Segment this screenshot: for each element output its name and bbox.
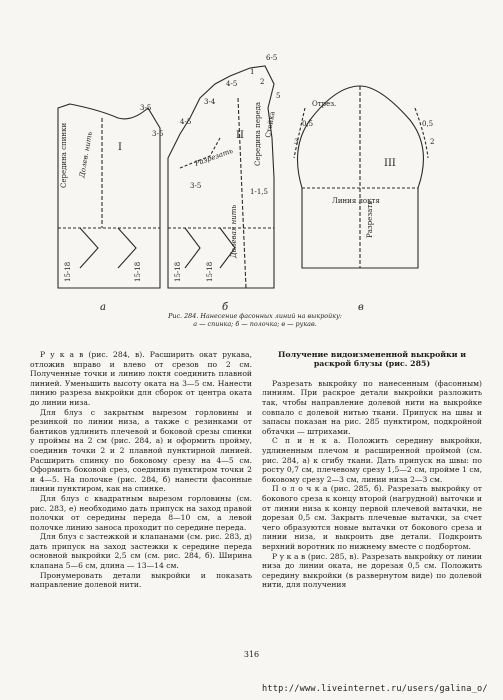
m8: 6-5	[266, 54, 278, 62]
pattern-figure	[40, 38, 480, 320]
section-heading: Получение видоизмененной выкройки и раскрой блузы (рис. 285)	[278, 350, 466, 369]
left-column	[30, 350, 252, 590]
m15: 0,5	[422, 120, 434, 128]
roman-three: III	[384, 158, 396, 169]
label-notch: Отрез.	[312, 100, 337, 108]
label-front-center: Середина переда	[254, 101, 262, 166]
paragraph-numbering: Пронумеровать детали выкройки и показать направление долевой нити.	[30, 570, 252, 590]
page-number: 316	[243, 650, 260, 659]
m6: 1	[250, 68, 255, 76]
paragraph-front: П о л о ч к а (рис. 285, б). Разрезать выкройку от бокового среза к концу второй (нагрудной) выточки и от линии низа к концу первой плечевой вытачки, не дорезая 0,5 см. Закрыть плечевые вытачки, за счет чего образуются новые вытачки от бокового среза и линии низа, и выкроить две детали. Подкроить верхний воротник по нижнему вместе с подбортом.	[262, 484, 482, 551]
paragraph-square-neckline: Для блуз с квадратным вырезом горловины (см. рис. 283, е) необходимо дать припуск на заход правой полочки от середины переда 8—10 см, а левой полочке линию заноса проходит по середине переда.	[30, 493, 252, 532]
sub-a: а	[100, 302, 106, 313]
m19: 1-1,5	[250, 188, 268, 196]
caption-line-1: Рис. 284. Нанесение фасонных линий на выкройку:	[168, 312, 342, 320]
paragraph-cut-pattern: Разрезать выкройку по нанесенным (фасонным) линиям. При раскрое детали выкройки разложить так, чтобы направление долевой нити на выкройке совпало с долевой нитью ткани. Припуск на швы и запасы показан на рис. 285 пунктиром, подкройной обтачки — штрихами.	[262, 378, 482, 436]
right-column	[262, 350, 482, 590]
m5: 4-5	[226, 80, 238, 88]
m9: 5	[276, 92, 281, 100]
label-stand: Стойка	[264, 110, 277, 139]
m11: 15-18	[134, 261, 142, 282]
roman-two: II	[236, 130, 244, 141]
label-grain: Долев. нить	[78, 131, 95, 179]
m10: 15-18	[64, 261, 72, 282]
back-outline	[58, 104, 160, 288]
sub-b: б	[222, 302, 229, 313]
label-back-center: Середина спинки	[60, 122, 68, 188]
m7: 2	[260, 78, 265, 86]
m14: 0,5	[302, 120, 314, 128]
front-outline	[168, 66, 274, 288]
paragraph-sleeve: Р у к а в (рис. 284, в). Расширить окат рукава, отложив вправо и влево от срезов по 2 см. Полученные точки и линию локтя соединить плавной линией. Уменьшить высоту оката на 3—5 см. Нанести линию разреза выкройки для сборок от центра оката до линии низа.	[30, 350, 252, 407]
watermark-url: http://www.liveinternet.ru/users/galina_o/	[262, 684, 488, 694]
caption-line-2: а — спинка; б — полочка; в — рукав.	[193, 320, 317, 328]
m1: 3-5	[140, 104, 152, 112]
label-elbow: Линия локтя	[332, 197, 380, 205]
m3: 4-5	[180, 118, 192, 126]
m4: 3-4	[204, 98, 216, 106]
label-grain2: Долевая нить	[230, 204, 238, 258]
sub-c: в	[358, 302, 364, 313]
m18: 3-5	[190, 182, 202, 190]
paragraph-sleeve-cut: Р у к а в (рис. 285, в). Разрезать выкройку от линии низа до линии оката, не дорезая 0,5 см. Положить середину выкройки (в развернутом виде) по долевой нити, для получения	[262, 551, 482, 590]
figure-caption	[130, 312, 380, 328]
paragraph-closed-neckline: Для блуз с закрытым вырезом горловины и резинкой по линии низа, а также с резинками от бантиков удлинить плечевой и боковой срезы спинки у проймы на 2 см (рис. 284, а) и оформить пройму, соединив точки 2 и 2 плавной пунктирной линией. Расширить спинку по боковому срезу на 4—5 см. Оформить боковой срез, соединив пунктиром точки 2 и 4—5. На полочке (рис. 284, б) нанести фасонные линии пунктиром, как на спинке.	[30, 407, 252, 494]
label-cut-sleeve: Разрезать	[366, 201, 374, 238]
label-cut: Разрезать	[193, 146, 235, 168]
m13: 15-18	[206, 261, 214, 282]
paragraph-back: С п и н к а. Положить середину выкройки, удлиненным плечом и расширенной проймой (см. рис. 284, а) к сгибу ткани. Дать припуск на швы: по росту 0,7 см, плечевому срезу 1,5—2 см, пройме 1 см, боковому срезу 2—3 см, линии низа 2—3 см.	[262, 436, 482, 484]
m16: 3	[294, 138, 299, 146]
roman-one: I	[118, 142, 122, 153]
m2: 3-5	[152, 130, 164, 138]
paragraph-fastening: Для блуз с застежкой и клапанами (см. рис. 283, д) дать припуск на заход застежки к середине переда основной выкройки 2,5 см (см. рис. 284, б). Ширина клапана 5—6 см, длина — 13—14 см.	[30, 532, 252, 571]
m12: 15-18	[174, 261, 182, 282]
m17: 2	[430, 138, 435, 146]
